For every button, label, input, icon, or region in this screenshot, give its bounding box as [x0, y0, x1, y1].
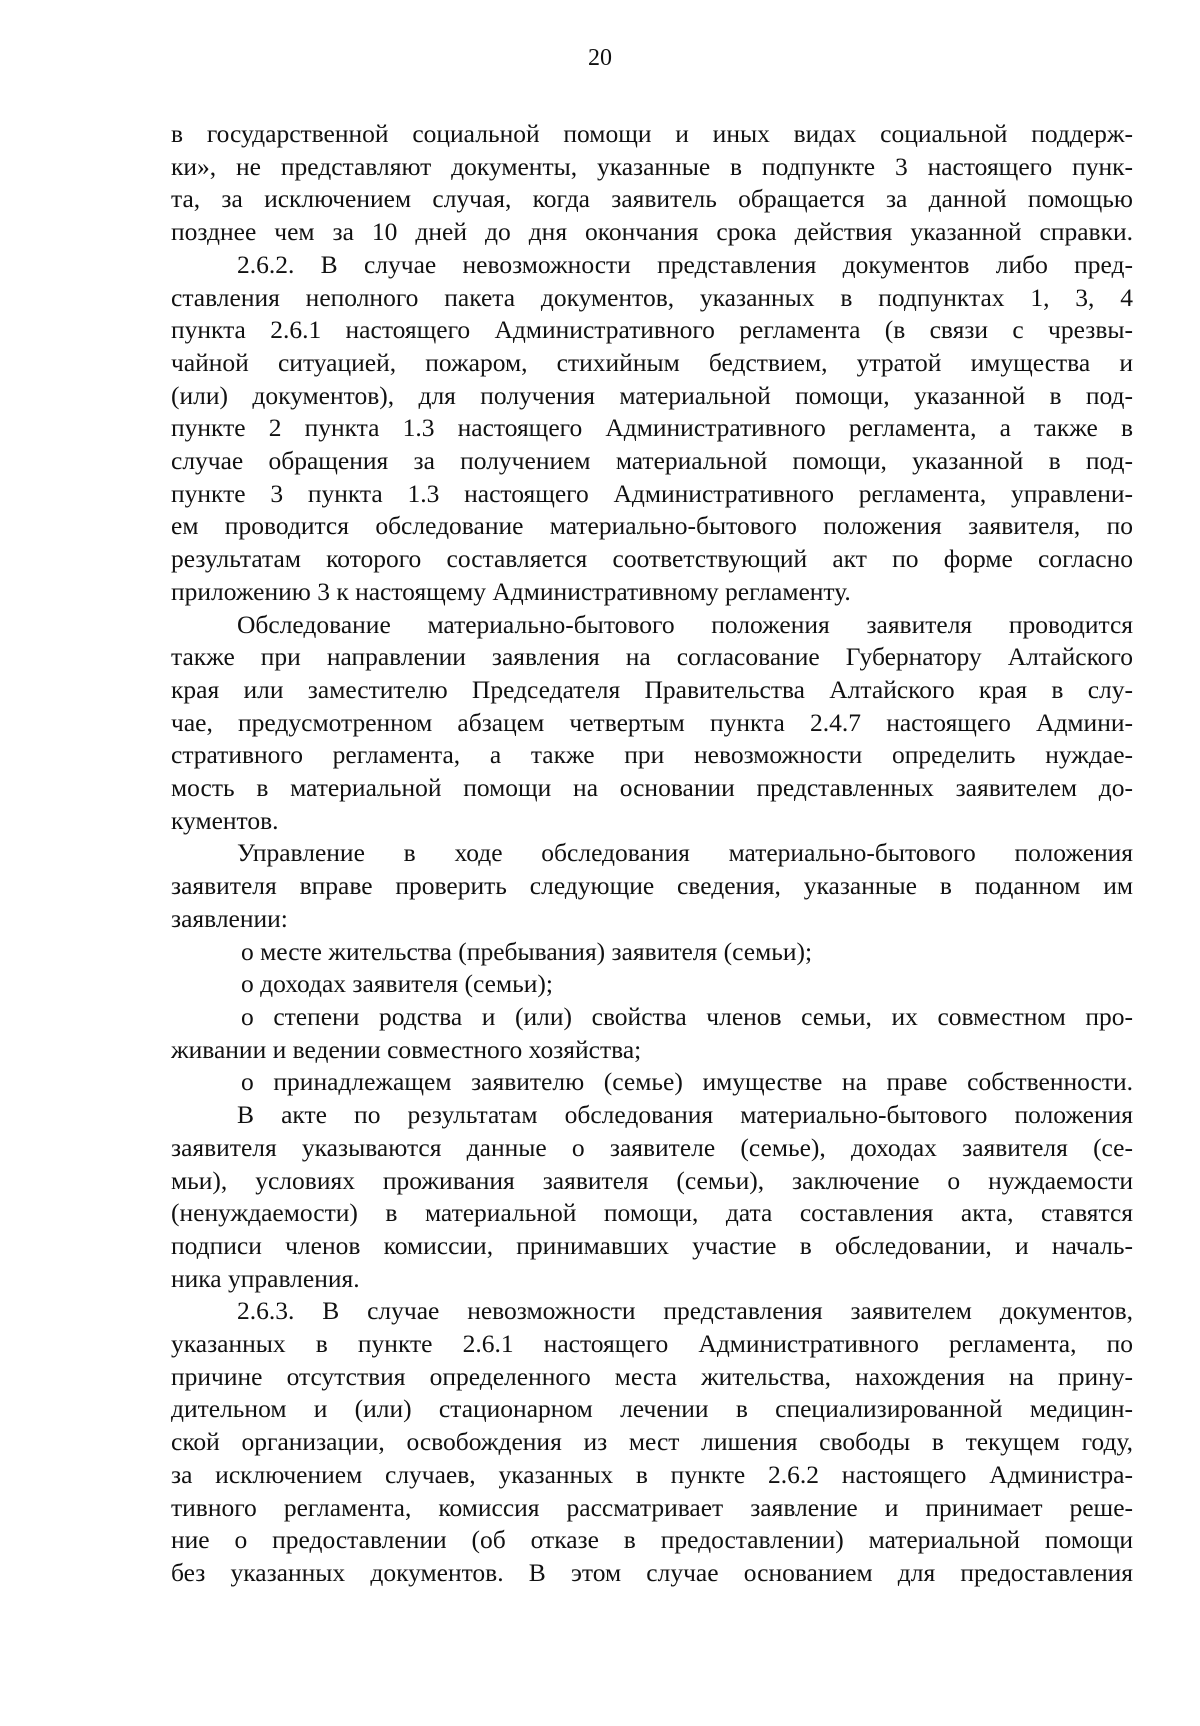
document-body: [171, 118, 1133, 1590]
text-line: Обследование материально-бытового положения заявителя проводится: [237, 609, 1133, 639]
text-line: без указанных документов. В этом случае основанием для предоставления: [171, 1557, 1133, 1587]
list-item: [171, 1001, 1133, 1066]
text-line: пункте 3 пункта 1.3 настоящего Административного регламента, управлени-: [171, 478, 1133, 508]
text-line: за исключением случаев, указанных в пункте 2.6.2 настоящего Администра-: [171, 1459, 1133, 1489]
text-line: ской организации, освобождения из мест лишения свободы в текущем году,: [171, 1427, 1133, 1457]
text-line: случае обращения за получением материальной помощи, указанной в под-: [171, 446, 1133, 476]
paragraph-inspection: [171, 609, 1133, 838]
paragraph-verification: [171, 837, 1133, 935]
text-line: о месте жительства (пребывания) заявителя (семьи);: [241, 936, 813, 966]
text-line: ставления неполного пакета документов, указанных в подпунктах 1, 3, 4: [171, 282, 1133, 312]
text-line: позднее чем за 10 дней до дня окончания срока действия указанной справки.: [171, 217, 1133, 247]
text-line: приложению 3 к настоящему Административному регламенту.: [171, 576, 851, 606]
text-line: та, за исключением случая, когда заявитель обращается за данной помощью: [171, 184, 1133, 214]
text-line: ем проводится обследование материально-бытового положения заявителя, по: [171, 511, 1133, 541]
list-item: [171, 936, 1133, 969]
text-line: подписи членов комиссии, принимавших участие в обследовании, и началь-: [171, 1230, 1133, 1260]
text-line: чайной ситуацией, пожаром, стихийным бедствием, утратой имущества и: [171, 347, 1133, 377]
text-line: В акте по результатам обследования материально-бытового положения: [237, 1100, 1133, 1130]
paragraph-clause-2-6-2: [171, 249, 1133, 609]
text-line: дительном и (или) стационарном лечении в специализированной медицин-: [171, 1394, 1133, 1424]
page-number: 20: [588, 45, 612, 71]
text-line: заявителя указываются данные о заявителе (семье), доходах заявителя (се-: [171, 1132, 1133, 1162]
text-line: указанных в пункте 2.6.1 настоящего Административного регламента, по: [171, 1329, 1133, 1359]
list-item: [171, 968, 1133, 1001]
text-line: заявлении:: [171, 903, 288, 933]
text-line: мость в материальной помощи на основании представленных заявителем до-: [171, 773, 1133, 803]
text-line: ние о предоставлении (об отказе в предоставлении) материальной помощи: [171, 1525, 1133, 1555]
text-line: кументов.: [171, 805, 279, 835]
text-line: результатам которого составляется соответствующий акт по форме согласно: [171, 544, 1133, 574]
paragraph-act-contents: [171, 1099, 1133, 1295]
text-line: живании и ведении совместного хозяйства;: [171, 1034, 642, 1064]
text-line: стративного регламента, а также при невозможности определить нуждае-: [171, 740, 1133, 770]
text-line: 2.6.2. В случае невозможности представления документов либо пред-: [237, 249, 1133, 279]
text-line: пункте 2 пункта 1.3 настоящего Административного регламента, а также в: [171, 413, 1133, 443]
text-line: о степени родства и (или) свойства членов семьи, их совместном про-: [241, 1001, 1133, 1031]
text-line: в государственной социальной помощи и иных видах социальной поддерж-: [171, 119, 1133, 148]
text-line: Управление в ходе обследования материально-бытового положения: [237, 838, 1133, 868]
text-line: также при направлении заявления на согласование Губернатору Алтайского: [171, 642, 1133, 672]
list-item: [171, 1066, 1133, 1099]
text-line: тивного регламента, комиссия рассматривает заявление и принимает реше-: [171, 1492, 1133, 1522]
text-line: чае, предусмотренном абзацем четвертым пункта 2.4.7 настоящего Админи-: [171, 707, 1133, 737]
text-line: мьи), условиях проживания заявителя (семьи), заключение о нуждаемости: [171, 1165, 1133, 1195]
text-line: пункта 2.6.1 настоящего Административного регламента (в связи с чрезвы-: [171, 315, 1133, 345]
paragraph-clause-2-6-3: [171, 1295, 1133, 1589]
text-line: о принадлежащем заявителю (семье) имуществе на праве собственности.: [241, 1067, 1133, 1097]
text-line: о доходах заявителя (семьи);: [241, 969, 553, 999]
text-line: ника управления.: [171, 1263, 360, 1293]
text-line: 2.6.3. В случае невозможности представления заявителем документов,: [237, 1296, 1133, 1326]
text-line: заявителя вправе проверить следующие сведения, указанные в поданном им: [171, 871, 1133, 901]
paragraph-continuation: [171, 118, 1133, 249]
text-line: причине отсутствия определенного места жительства, нахождения на прину-: [171, 1361, 1133, 1391]
text-line: края или заместителю Председателя Правительства Алтайского края в слу-: [171, 674, 1133, 704]
text-line: (или) документов), для получения материальной помощи, указанной в под-: [171, 380, 1133, 410]
text-line: ки», не представляют документы, указанные в подпункте 3 настоящего пунк-: [171, 151, 1133, 181]
text-line: (ненуждаемости) в материальной помощи, дата составления акта, ставятся: [171, 1198, 1133, 1228]
